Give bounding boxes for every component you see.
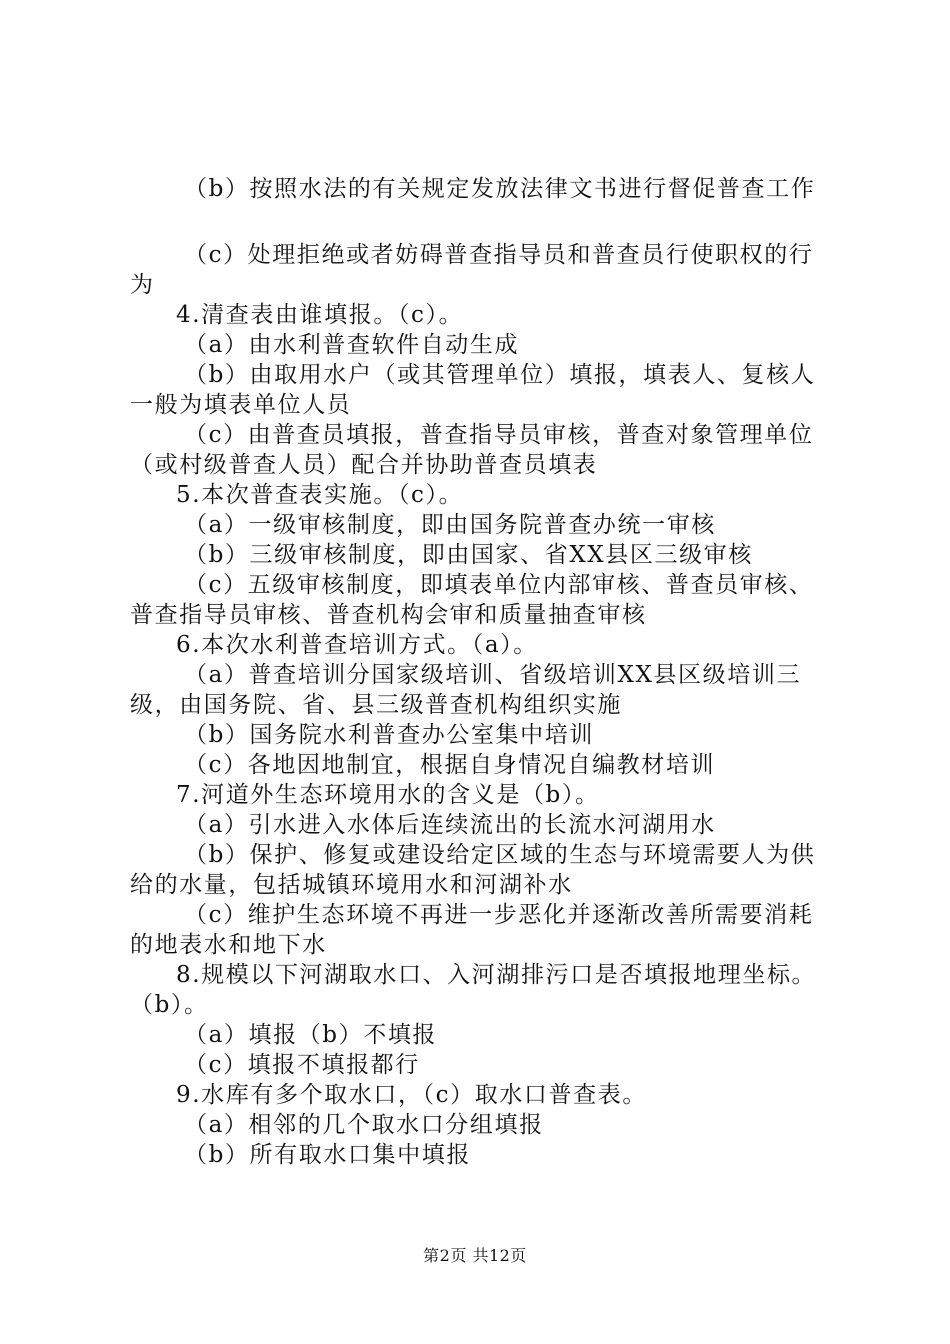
- text-line: （b）由取用水户（或其管理单位）填报，填表人、复核人: [184, 362, 816, 388]
- text-line: （a）普查培训分国家级培训、省级培训XX县区级培训三: [184, 662, 802, 688]
- text-line: 为: [130, 272, 155, 298]
- text-line: 普查指导员审核、普查机构会审和质量抽查审核: [130, 602, 647, 628]
- text-line: （b）所有取水口集中填报: [184, 1142, 471, 1168]
- text-line: 一般为填表单位人员: [130, 392, 352, 418]
- text-line: （b）三级审核制度，即由国家、省XX县区三级审核: [184, 542, 753, 568]
- text-line: （a）填报（b）不填报: [184, 1022, 438, 1048]
- text-line: （a）一级审核制度，即由国务院普查办统一审核: [184, 512, 716, 538]
- question-line: 6.本次水利普查培训方式。（a）。: [176, 632, 538, 658]
- text-line: 的地表水和地下水: [130, 932, 327, 958]
- text-line: （c）五级审核制度，即填表单位内部审核、普查员审核、: [184, 572, 814, 598]
- text-line: （c）各地因地制宜，根据自身情况自编教材培训: [184, 752, 716, 778]
- text-line: （a）引水进入水体后连续流出的长流水河湖用水: [184, 812, 716, 838]
- text-line: （a）由水利普查软件自动生成: [184, 332, 520, 358]
- text-line: （b）国务院水利普查办公室集中培训: [184, 722, 594, 748]
- text-line: （c）维护生态环境不再进一步恶化并逐渐改善所需要消耗: [184, 902, 814, 928]
- text-line: （a）相邻的几个取水口分组填报: [184, 1112, 544, 1138]
- text-line: 给的水量，包括城镇环境用水和河湖补水: [130, 872, 573, 898]
- question-line: 5.本次普查表实施。（c）。: [176, 482, 464, 508]
- text-line: （或村级普查人员）配合并协助普查员填表: [130, 452, 598, 478]
- text-line: （b）保护、修复或建设给定区域的生态与环境需要人为供: [184, 842, 816, 868]
- text-line: （b）。: [130, 992, 209, 1018]
- question-line: 9.水库有多个取水口，（c）取水口普查表。: [176, 1082, 647, 1108]
- text-line: （b）按照水法的有关规定发放法律文书进行督促普查工作: [184, 176, 816, 202]
- page-footer: 第2页 共12页: [423, 1246, 527, 1265]
- question-line: 7.河道外生态环境用水的含义是（b）。: [176, 782, 600, 808]
- question-line: 4.清查表由谁填报。（c）。: [176, 302, 464, 328]
- question-line: 8.规模以下河湖取水口、入河湖排污口是否填报地理坐标。: [176, 962, 817, 988]
- text-line: 级，由国务院、省、县三级普查机构组织实施: [130, 692, 622, 718]
- text-line: （c）填报不填报都行: [184, 1052, 420, 1078]
- text-line: （c）由普查员填报，普查指导员审核，普查对象管理单位: [184, 422, 814, 448]
- text-line: （c）处理拒绝或者妨碍普查指导员和普查员行使职权的行: [184, 242, 814, 268]
